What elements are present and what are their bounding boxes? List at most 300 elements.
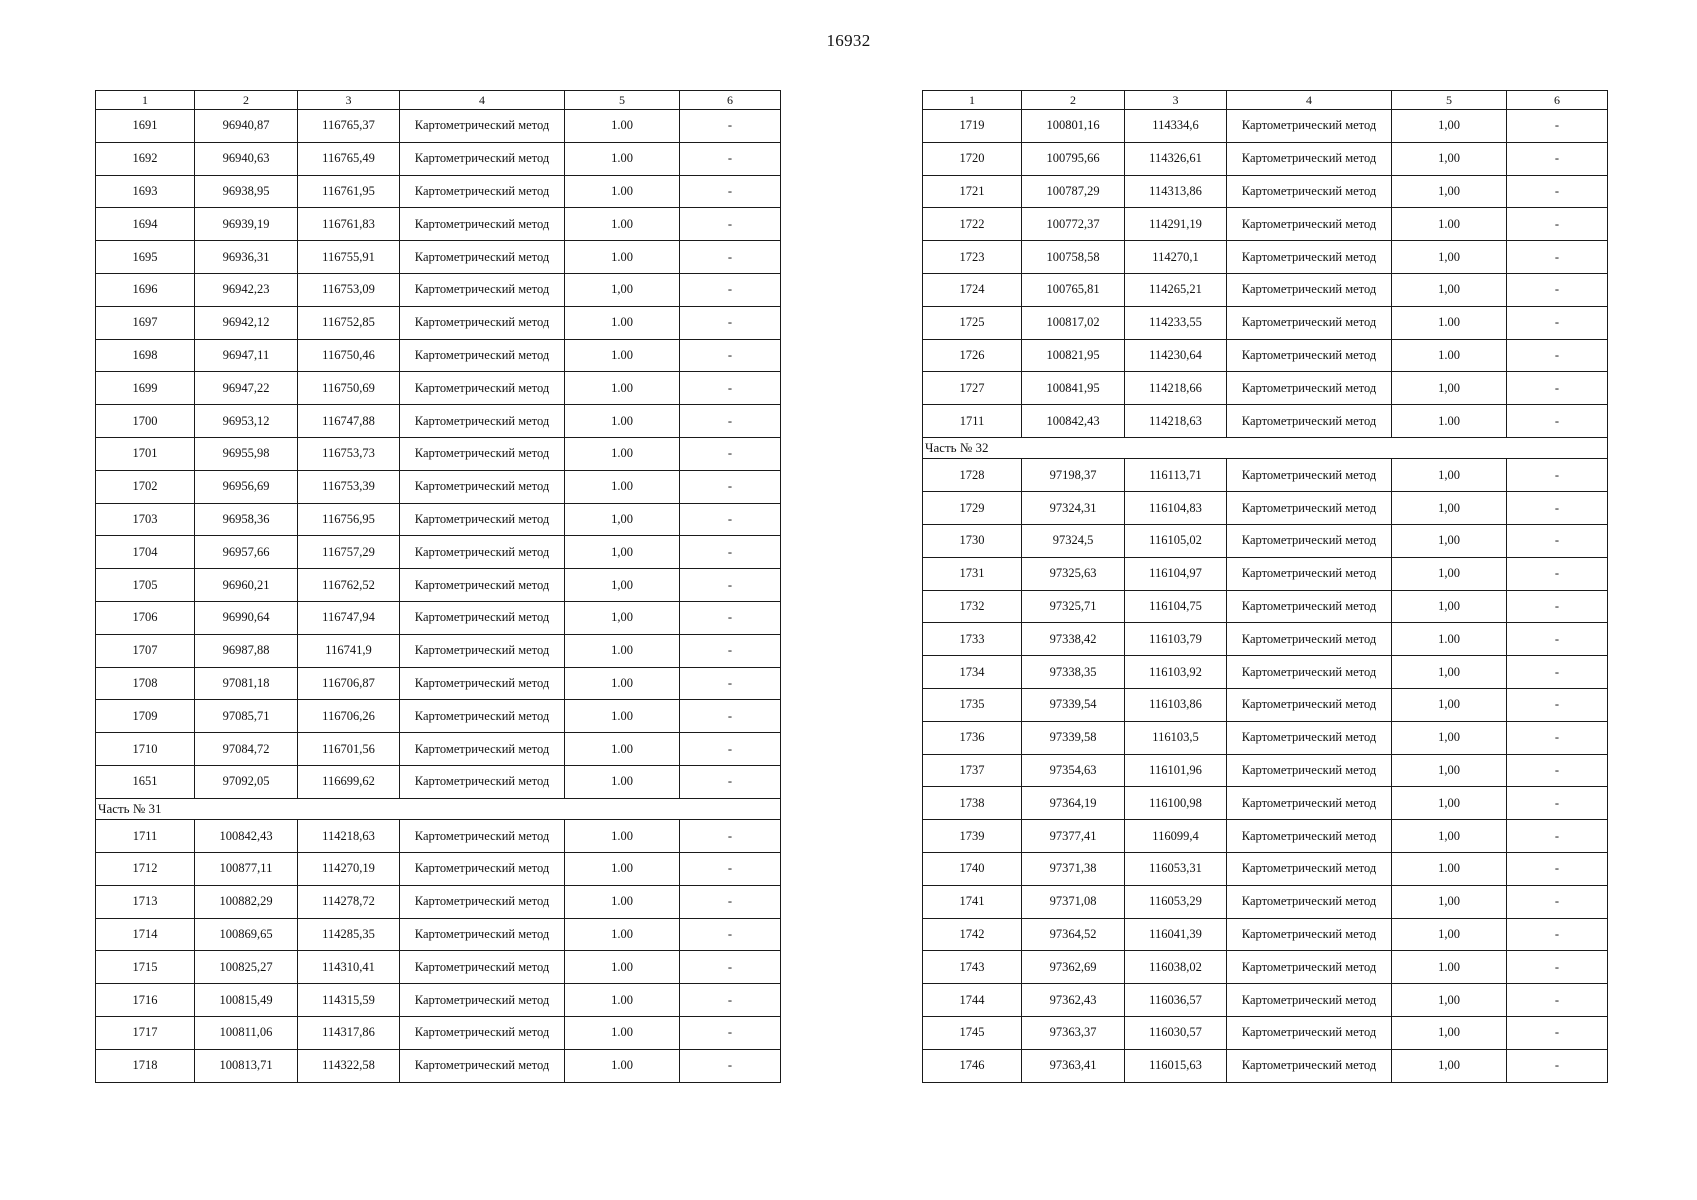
table-cell: 97377,41 (1022, 820, 1125, 853)
table-cell: 116706,87 (298, 667, 400, 700)
table-cell: 97325,71 (1022, 590, 1125, 623)
table-row (923, 1049, 1608, 1082)
table-cell: 116755,91 (298, 241, 400, 274)
table-cell: - (1507, 820, 1608, 853)
table-cell: - (1507, 918, 1608, 951)
table-cell: 1740 (923, 853, 1022, 886)
table-cell: 100815,49 (195, 984, 298, 1017)
table-cell: Картометрический метод (1227, 142, 1392, 175)
table-row (96, 339, 781, 372)
table-cell: - (680, 820, 781, 853)
table-cell: - (680, 918, 781, 951)
table-cell: Картометрический метод (1227, 405, 1392, 438)
table-cell: Картометрический метод (400, 918, 565, 951)
table-cell: Картометрический метод (1227, 525, 1392, 558)
column-header: 4 (1227, 91, 1392, 110)
table-cell: 100869,65 (195, 918, 298, 951)
table-cell: Картометрический метод (400, 273, 565, 306)
table-cell: 116741,9 (298, 634, 400, 667)
table-cell: 116750,69 (298, 372, 400, 405)
table-row (96, 918, 781, 951)
table-cell: 97325,63 (1022, 557, 1125, 590)
table-cell: 97339,58 (1022, 721, 1125, 754)
table-cell: Картометрический метод (1227, 339, 1392, 372)
table-cell: 1,00 (1392, 590, 1507, 623)
table-cell: Картометрический метод (400, 306, 565, 339)
table-row (96, 142, 781, 175)
table-cell: 1695 (96, 241, 195, 274)
table-cell: 114218,63 (298, 820, 400, 853)
table-row (96, 175, 781, 208)
table-cell: 100821,95 (1022, 339, 1125, 372)
table-row (96, 984, 781, 1017)
table-cell: - (680, 470, 781, 503)
table-cell: 116104,83 (1125, 492, 1227, 525)
table-cell: 1,00 (565, 601, 680, 634)
table-cell: 116030,57 (1125, 1017, 1227, 1050)
table-cell: Картометрический метод (400, 339, 565, 372)
table-cell: 97085,71 (195, 700, 298, 733)
table-body (96, 110, 781, 1083)
table-row (923, 241, 1608, 274)
table-cell: 1651 (96, 765, 195, 798)
table-row (96, 765, 781, 798)
table-cell: Картометрический метод (400, 536, 565, 569)
table-cell: 100842,43 (1022, 405, 1125, 438)
table-row (96, 634, 781, 667)
table-cell: - (1507, 142, 1608, 175)
table-cell: 1,00 (1392, 820, 1507, 853)
table-cell: 1,00 (1392, 142, 1507, 175)
table-cell: 1,00 (1392, 459, 1507, 492)
table-cell: 116706,26 (298, 700, 400, 733)
table-cell: 97324,5 (1022, 525, 1125, 558)
table-cell: Картометрический метод (1227, 557, 1392, 590)
table-cell: - (1507, 951, 1608, 984)
table-cell: 1,00 (1392, 984, 1507, 1017)
table-cell: Картометрический метод (400, 208, 565, 241)
column-header: 6 (1507, 91, 1608, 110)
table-cell: Картометрический метод (1227, 721, 1392, 754)
header-row (923, 91, 1608, 110)
table-cell: Картометрический метод (1227, 984, 1392, 1017)
section-label: Часть № 31 (96, 798, 781, 820)
table-cell: 1.00 (565, 372, 680, 405)
table-cell: 1718 (96, 1049, 195, 1082)
table-cell: 1,00 (1392, 175, 1507, 208)
table-cell: 97084,72 (195, 733, 298, 766)
table-cell: 1.00 (565, 733, 680, 766)
table-cell: 1729 (923, 492, 1022, 525)
table-cell: 1746 (923, 1049, 1022, 1082)
table-cell: 1714 (96, 918, 195, 951)
table-cell: - (1507, 405, 1608, 438)
table-row (923, 557, 1608, 590)
table-cell: 1711 (923, 405, 1022, 438)
table-cell: 114265,21 (1125, 273, 1227, 306)
table-cell: Картометрический метод (400, 110, 565, 143)
table-row (923, 142, 1608, 175)
table-row (923, 459, 1608, 492)
table-cell: - (680, 405, 781, 438)
table-cell: Картометрический метод (400, 241, 565, 274)
table-cell: - (680, 634, 781, 667)
table-cell: 1.00 (565, 984, 680, 1017)
table-cell: 1,00 (1392, 656, 1507, 689)
table-cell: 1.00 (565, 208, 680, 241)
table-cell: 1730 (923, 525, 1022, 558)
table-cell: 100882,29 (195, 885, 298, 918)
table-cell: 97362,69 (1022, 951, 1125, 984)
table-cell: 1711 (96, 820, 195, 853)
table-cell: 1.00 (565, 885, 680, 918)
column-header: 5 (1392, 91, 1507, 110)
table-cell: 116761,95 (298, 175, 400, 208)
table-cell: Картометрический метод (400, 700, 565, 733)
table-cell: - (680, 765, 781, 798)
table-cell: Картометрический метод (1227, 885, 1392, 918)
table-row (923, 689, 1608, 722)
table-cell: 1744 (923, 984, 1022, 1017)
table-cell: 1706 (96, 601, 195, 634)
table-cell: 1,00 (1392, 1017, 1507, 1050)
table-cell: Картометрический метод (1227, 372, 1392, 405)
table-cell: 1713 (96, 885, 195, 918)
table-cell: 100842,43 (195, 820, 298, 853)
table-cell: - (1507, 590, 1608, 623)
table-row (923, 372, 1608, 405)
table-cell: 116765,49 (298, 142, 400, 175)
coordinates-table-right (922, 90, 1608, 1083)
table-cell: Картометрический метод (1227, 1049, 1392, 1082)
table-cell: 1717 (96, 1017, 195, 1050)
table-cell: 1696 (96, 273, 195, 306)
table-cell: 116103,79 (1125, 623, 1227, 656)
table-cell: Картометрический метод (400, 569, 565, 602)
table-body (923, 110, 1608, 1083)
table-cell: 1.00 (565, 820, 680, 853)
table-cell: 1743 (923, 951, 1022, 984)
table-cell: 116103,86 (1125, 689, 1227, 722)
table-cell: - (1507, 525, 1608, 558)
table-cell: 1732 (923, 590, 1022, 623)
table-cell: 116015,63 (1125, 1049, 1227, 1082)
table-cell: 1,00 (1392, 241, 1507, 274)
table-cell: 116752,85 (298, 306, 400, 339)
table-cell: 116104,97 (1125, 557, 1227, 590)
table-cell: 114317,86 (298, 1017, 400, 1050)
table-cell: 116701,56 (298, 733, 400, 766)
table-cell: 96942,23 (195, 273, 298, 306)
table-cell: 1,00 (1392, 273, 1507, 306)
table-cell: 1.00 (565, 700, 680, 733)
table-cell: 116038,02 (1125, 951, 1227, 984)
table-cell: Картометрический метод (1227, 492, 1392, 525)
table-cell: - (680, 733, 781, 766)
table-cell: 1.00 (565, 951, 680, 984)
table-cell: 97363,41 (1022, 1049, 1125, 1082)
table-cell: 116105,02 (1125, 525, 1227, 558)
table-cell: - (680, 208, 781, 241)
table-cell: 1701 (96, 437, 195, 470)
table-cell: 96955,98 (195, 437, 298, 470)
table-cell: 1.00 (565, 405, 680, 438)
table-cell: 114218,66 (1125, 372, 1227, 405)
table-cell: 1,00 (1392, 754, 1507, 787)
table-cell: 1725 (923, 306, 1022, 339)
table-row (96, 208, 781, 241)
table-cell: Картометрический метод (400, 733, 565, 766)
table-cell: 114285,35 (298, 918, 400, 951)
table-cell: 114334,6 (1125, 110, 1227, 143)
table-cell: 1.00 (1392, 306, 1507, 339)
table-cell: 114322,58 (298, 1049, 400, 1082)
table-cell: 1.00 (565, 634, 680, 667)
table-cell: 96940,63 (195, 142, 298, 175)
table-cell: 1700 (96, 405, 195, 438)
table-row (96, 667, 781, 700)
section-label: Часть № 32 (923, 437, 1608, 459)
table-cell: 116103,5 (1125, 721, 1227, 754)
column-header: 1 (923, 91, 1022, 110)
coordinates-table-left (95, 90, 781, 1083)
table-cell: - (1507, 885, 1608, 918)
table-cell: 96942,12 (195, 306, 298, 339)
table-cell: 100772,37 (1022, 208, 1125, 241)
table-cell: - (680, 667, 781, 700)
table-cell: 1697 (96, 306, 195, 339)
table-cell: 116761,83 (298, 208, 400, 241)
table-cell: - (1507, 1049, 1608, 1082)
table-cell: 1719 (923, 110, 1022, 143)
table-cell: Картометрический метод (1227, 459, 1392, 492)
table-cell: Картометрический метод (400, 1049, 565, 1082)
table-cell: - (680, 110, 781, 143)
table-cell: 116103,92 (1125, 656, 1227, 689)
table-cell: 97371,38 (1022, 853, 1125, 886)
table-cell: 100841,95 (1022, 372, 1125, 405)
table-cell: Картометрический метод (1227, 951, 1392, 984)
table-cell: 97338,35 (1022, 656, 1125, 689)
table-row (96, 110, 781, 143)
table-cell: 100817,02 (1022, 306, 1125, 339)
table-cell: - (1507, 984, 1608, 1017)
table-cell: 1698 (96, 339, 195, 372)
table-row (96, 306, 781, 339)
table-cell: Картометрический метод (400, 984, 565, 1017)
table-cell: 114310,41 (298, 951, 400, 984)
column-header: 5 (565, 91, 680, 110)
table-cell: 1.00 (1392, 623, 1507, 656)
table-cell: - (680, 536, 781, 569)
table-row (96, 1017, 781, 1050)
table-cell: Картометрический метод (1227, 241, 1392, 274)
table-cell: 114278,72 (298, 885, 400, 918)
table-cell: Картометрический метод (1227, 175, 1392, 208)
table-cell: Картометрический метод (1227, 623, 1392, 656)
table-cell: 116041,39 (1125, 918, 1227, 951)
table-cell: 97364,52 (1022, 918, 1125, 951)
table-cell: 1,00 (1392, 721, 1507, 754)
table-cell: Картометрический метод (1227, 306, 1392, 339)
table-cell: 116753,39 (298, 470, 400, 503)
table-cell: 116753,09 (298, 273, 400, 306)
table-cell: - (1507, 787, 1608, 820)
table-cell: - (1507, 459, 1608, 492)
table-cell: 1,00 (1392, 557, 1507, 590)
table-cell: - (1507, 623, 1608, 656)
table-cell: 1692 (96, 142, 195, 175)
table-cell: Картометрический метод (1227, 689, 1392, 722)
table-cell: - (680, 372, 781, 405)
table-cell: 1.00 (565, 306, 680, 339)
table-cell: - (1507, 110, 1608, 143)
table-cell: 96953,12 (195, 405, 298, 438)
table-row (923, 820, 1608, 853)
table-cell: 97363,37 (1022, 1017, 1125, 1050)
table-cell: Картометрический метод (400, 765, 565, 798)
table-row (923, 1017, 1608, 1050)
table-cell: - (680, 306, 781, 339)
table-cell: 116100,98 (1125, 787, 1227, 820)
table-cell: - (680, 1017, 781, 1050)
table-cell: - (1507, 273, 1608, 306)
table-cell: 1705 (96, 569, 195, 602)
table-cell: 1,00 (1392, 787, 1507, 820)
table-row (923, 492, 1608, 525)
table-cell: - (680, 1049, 781, 1082)
table-row (96, 1049, 781, 1082)
table-row (96, 437, 781, 470)
table-cell: 97081,18 (195, 667, 298, 700)
table-cell: 1715 (96, 951, 195, 984)
table-cell: 116753,73 (298, 437, 400, 470)
column-header: 6 (680, 91, 781, 110)
table-row (96, 885, 781, 918)
table-cell: 1,00 (565, 503, 680, 536)
table-cell: - (680, 853, 781, 886)
table-row (96, 536, 781, 569)
table-header (96, 91, 781, 110)
table-cell: - (1507, 306, 1608, 339)
table-cell: 96956,69 (195, 470, 298, 503)
table-cell: 96987,88 (195, 634, 298, 667)
table-cell: 1691 (96, 110, 195, 143)
table-cell: 97364,19 (1022, 787, 1125, 820)
table-row (96, 853, 781, 886)
table-cell: 1,00 (1392, 1049, 1507, 1082)
table-cell: 1704 (96, 536, 195, 569)
table-cell: 100787,29 (1022, 175, 1125, 208)
table-cell: 1,00 (1392, 918, 1507, 951)
table-cell: - (680, 175, 781, 208)
table-cell: Картометрический метод (1227, 754, 1392, 787)
table-cell: 1736 (923, 721, 1022, 754)
table-cell: 116036,57 (1125, 984, 1227, 1017)
table-cell: - (1507, 853, 1608, 886)
table-cell: 97092,05 (195, 765, 298, 798)
table-cell: 116699,62 (298, 765, 400, 798)
table-cell: 116101,96 (1125, 754, 1227, 787)
table-row (923, 951, 1608, 984)
table-cell: Картометрический метод (400, 405, 565, 438)
table-cell: - (680, 437, 781, 470)
table-cell: 116113,71 (1125, 459, 1227, 492)
table-cell: Картометрический метод (400, 853, 565, 886)
table-cell: 97354,63 (1022, 754, 1125, 787)
table-cell: Картометрический метод (400, 820, 565, 853)
table-row (923, 885, 1608, 918)
table-cell: 114326,61 (1125, 142, 1227, 175)
table-cell: 1,00 (1392, 110, 1507, 143)
table-cell: 116053,29 (1125, 885, 1227, 918)
table-row (96, 372, 781, 405)
table-cell: - (680, 951, 781, 984)
table-cell: 96947,11 (195, 339, 298, 372)
table-row (923, 984, 1608, 1017)
table-cell: 97324,31 (1022, 492, 1125, 525)
table-cell: - (1507, 721, 1608, 754)
table-cell: 1693 (96, 175, 195, 208)
table-cell: 1.00 (565, 470, 680, 503)
table-cell: 1.00 (565, 1049, 680, 1082)
table-row (96, 405, 781, 438)
table-cell: 1,00 (565, 536, 680, 569)
table-row (96, 569, 781, 602)
table-cell: - (1507, 557, 1608, 590)
table-row (96, 470, 781, 503)
table-row (923, 590, 1608, 623)
page-number: 16932 (826, 31, 871, 50)
table-cell: 1.00 (1392, 405, 1507, 438)
header-row (96, 91, 781, 110)
table-cell: 1.00 (565, 241, 680, 274)
table-row (923, 175, 1608, 208)
table-header (923, 91, 1608, 110)
column-header: 3 (298, 91, 400, 110)
table-cell: 1702 (96, 470, 195, 503)
table-cell: 1739 (923, 820, 1022, 853)
table-cell: 114270,1 (1125, 241, 1227, 274)
table-cell: 96936,31 (195, 241, 298, 274)
table-row (923, 208, 1608, 241)
table-cell: 100801,16 (1022, 110, 1125, 143)
table-cell: 1722 (923, 208, 1022, 241)
table-cell: - (680, 503, 781, 536)
table-cell: 1742 (923, 918, 1022, 951)
table-cell: 100811,06 (195, 1017, 298, 1050)
table-cell: Картометрический метод (400, 601, 565, 634)
table-row (923, 787, 1608, 820)
table-row (923, 754, 1608, 787)
table-cell: - (680, 700, 781, 733)
table-cell: - (1507, 656, 1608, 689)
table-cell: 1.00 (1392, 208, 1507, 241)
table-cell: 114291,19 (1125, 208, 1227, 241)
table-cell: 1708 (96, 667, 195, 700)
table-cell: 1,00 (565, 569, 680, 602)
table-cell: Картометрический метод (400, 470, 565, 503)
table-cell: 1,00 (1392, 885, 1507, 918)
table-cell: - (680, 885, 781, 918)
table-cell: Картометрический метод (400, 142, 565, 175)
table-cell: - (680, 569, 781, 602)
table-cell: Картометрический метод (1227, 853, 1392, 886)
table-cell: - (1507, 492, 1608, 525)
table-cell: 1.00 (565, 142, 680, 175)
table-cell: - (1507, 175, 1608, 208)
table-cell: 1.00 (565, 667, 680, 700)
